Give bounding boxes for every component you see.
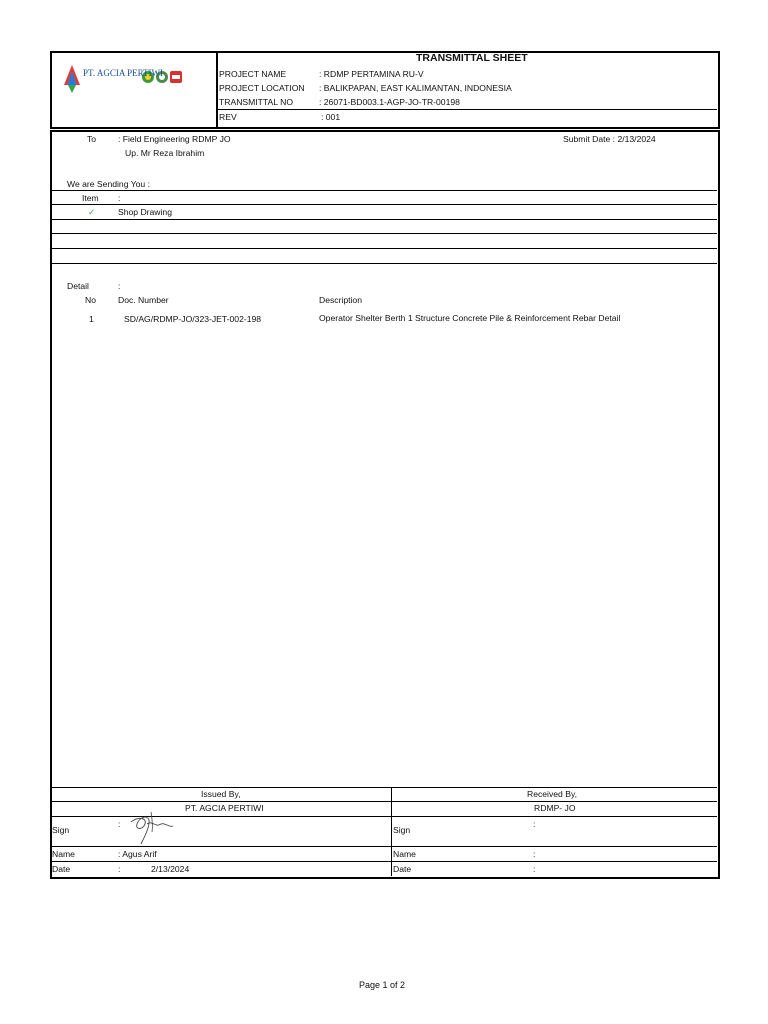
sign-line-5 bbox=[51, 861, 717, 862]
logo-text: PT. AGCIA PERTIWI bbox=[83, 68, 164, 78]
issued-by-label: Issued By, bbox=[201, 789, 241, 799]
project-location-label: PROJECT LOCATION bbox=[219, 83, 305, 93]
col-doc-header: Doc. Number bbox=[118, 295, 169, 305]
received-sign-colon: : bbox=[533, 819, 536, 829]
row-line-2 bbox=[51, 204, 717, 205]
transmittal-no-value: : 26071-BD003.1-AGP-JO-TR-00198 bbox=[319, 97, 460, 107]
sending-label: We are Sending You : bbox=[67, 179, 150, 189]
issued-sign-label: Sign bbox=[52, 825, 70, 835]
issued-date-value: 2/13/2024 bbox=[151, 864, 190, 874]
received-company: RDMP- JO bbox=[534, 803, 576, 813]
issued-sign-colon: : bbox=[118, 819, 121, 829]
row-no: 1 bbox=[89, 314, 94, 324]
received-by-label: Received By, bbox=[527, 789, 577, 799]
project-location-value: : BALIKPAPAN, EAST KALIMANTAN, INDONESIA bbox=[319, 83, 512, 93]
detail-label: Detail bbox=[67, 281, 89, 291]
detail-colon: : bbox=[118, 281, 121, 291]
project-name-label: PROJECT NAME bbox=[219, 69, 287, 79]
signature-image bbox=[125, 808, 175, 846]
col-no-header: No bbox=[85, 295, 96, 305]
item-value: Shop Drawing bbox=[118, 207, 172, 217]
check-icon: ✓ bbox=[88, 207, 96, 217]
rev-value: : 001 bbox=[321, 112, 341, 122]
submit-date: Submit Date : 2/13/2024 bbox=[563, 134, 656, 144]
header-divider bbox=[216, 51, 218, 127]
body-frame bbox=[50, 130, 720, 879]
item-colon: : bbox=[118, 193, 121, 203]
header-field-line-1 bbox=[217, 109, 717, 110]
issued-date-colon: : bbox=[118, 864, 121, 874]
project-name-value: : RDMP PERTAMINA RU-V bbox=[319, 69, 424, 79]
row-line-4 bbox=[51, 233, 717, 234]
row-line-1 bbox=[51, 190, 717, 191]
col-desc-header: Description bbox=[319, 295, 362, 305]
issued-name-value: : Agus Arif bbox=[118, 849, 157, 859]
sheet-title: TRANSMITTAL SHEET bbox=[416, 52, 528, 64]
received-name-label: Name bbox=[393, 849, 416, 859]
sign-divider bbox=[391, 787, 392, 876]
sign-line-top bbox=[51, 787, 717, 788]
rev-label: REV bbox=[219, 112, 237, 122]
issued-date-label: Date bbox=[52, 864, 71, 874]
page-number: Page 1 of 2 bbox=[359, 980, 406, 990]
item-label: Item bbox=[82, 193, 99, 203]
row-doc-number: SD/AG/RDMP-JO/323-JET-002-198 bbox=[124, 314, 262, 324]
received-date-label: Date bbox=[393, 864, 412, 874]
row-description: Operator Shelter Berth 1 Structure Concrete Pile & Reinforcement Rebar Detail bbox=[319, 313, 621, 323]
issued-name-label: Name bbox=[52, 849, 75, 859]
row-line-5 bbox=[51, 248, 717, 249]
issued-company: PT. AGCIA PERTIWI bbox=[185, 803, 264, 813]
transmittal-no-label: TRANSMITTAL NO bbox=[219, 97, 294, 107]
sign-line-2 bbox=[51, 801, 717, 802]
attention-value: Up. Mr Reza Ibrahim bbox=[125, 148, 205, 158]
to-value: : Field Engineering RDMP JO bbox=[118, 134, 231, 144]
received-sign-label: Sign bbox=[393, 825, 411, 835]
received-name-colon: : bbox=[533, 849, 536, 859]
received-date-colon: : bbox=[533, 864, 536, 874]
sign-line-4 bbox=[51, 846, 717, 847]
row-line-3 bbox=[51, 219, 717, 220]
row-line-6 bbox=[51, 263, 717, 264]
to-label: To bbox=[87, 134, 97, 144]
